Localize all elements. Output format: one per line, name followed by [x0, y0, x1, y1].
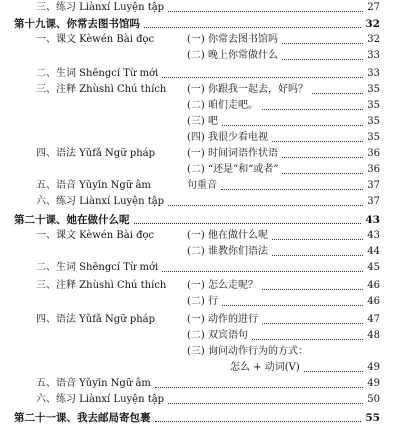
- page-number: 44: [367, 246, 380, 257]
- toc-row[interactable]: [14, 0, 380, 16]
- section-label: 五、语音 Yǔyīn Ngữ âm: [36, 180, 151, 191]
- dot-leader: [312, 93, 363, 94]
- toc-row[interactable]: [14, 98, 380, 114]
- dot-leader: [144, 27, 361, 28]
- page-number: 50: [367, 394, 380, 405]
- toc-row[interactable]: [14, 48, 380, 64]
- dot-leader: [272, 239, 363, 240]
- toc-row[interactable]: [14, 32, 380, 48]
- toc-row[interactable]: [14, 344, 380, 360]
- dot-leader: [162, 271, 363, 272]
- lesson-title: 第二十一课、我去邮局寄包裹: [14, 412, 151, 424]
- toc-lesson-row[interactable]: [14, 212, 380, 228]
- toc-row[interactable]: [14, 294, 380, 310]
- toc-row[interactable]: [14, 162, 380, 178]
- toc-row[interactable]: [14, 244, 380, 260]
- page-number: 43: [367, 230, 380, 241]
- dot-leader: [168, 205, 363, 206]
- entry-label: (二) 谁教你们语法: [187, 246, 268, 257]
- dot-leader: [282, 43, 363, 44]
- section-label: 六、练习 Liànxí Luyện tập: [36, 394, 165, 405]
- page-number: 46: [367, 280, 380, 291]
- toc-row[interactable]: [14, 66, 380, 82]
- page-number: 47: [367, 314, 380, 325]
- toc-row[interactable]: [14, 392, 380, 408]
- page-number: 45: [367, 262, 380, 273]
- page-number: 35: [367, 132, 380, 143]
- section-label: 三、注释 Zhùshì Chú thích: [36, 84, 167, 95]
- lesson-title: 第十九课、你常去图书馆吗: [14, 18, 140, 30]
- page-number: 55: [365, 412, 380, 424]
- section-label: 四、语法 Yǔfǎ Ngữ pháp: [36, 148, 156, 159]
- entry-label: 句重音: [187, 180, 217, 191]
- page-number: 49: [367, 378, 380, 389]
- toc-lesson-row[interactable]: [14, 410, 380, 426]
- section-label: 六、练习 Liànxí Luyện tập: [36, 196, 165, 207]
- section-label: 一、课文 Kèwén Bài đọc: [36, 230, 155, 241]
- toc-row[interactable]: [14, 114, 380, 130]
- section-label: 三、练习 Liànxí Luyện tập: [36, 2, 165, 13]
- entry-label: (三) 吧: [187, 116, 218, 127]
- dot-leader: [252, 339, 363, 340]
- toc-row[interactable]: [14, 228, 380, 244]
- dot-leader: [282, 157, 363, 158]
- dot-leader: [262, 289, 363, 290]
- page-number: 37: [367, 196, 380, 207]
- dot-leader: [304, 371, 364, 372]
- toc-row[interactable]: [14, 146, 380, 162]
- page-number: 37: [367, 180, 380, 191]
- page-number: 48: [367, 330, 380, 341]
- toc-row[interactable]: [14, 178, 380, 194]
- entry-label: (二) 行: [187, 296, 218, 307]
- dot-leader: [162, 77, 363, 78]
- page-number: 33: [367, 68, 380, 79]
- page-number: 46: [367, 296, 380, 307]
- entry-label: (二) 晚上你常做什么: [187, 50, 278, 61]
- dot-leader: [272, 141, 363, 142]
- entry-label: (一) 时间词语作状语: [187, 148, 278, 159]
- page-number: 36: [367, 164, 380, 175]
- entry-label: (一) 你常去图书馆吗: [187, 34, 278, 45]
- entry-label: (一) 动作的进行: [187, 314, 258, 325]
- page-number: 32: [367, 34, 380, 45]
- section-label: 二、生词 Shēngcí Từ mới: [36, 262, 159, 273]
- toc-row[interactable]: [14, 312, 380, 328]
- dot-leader: [168, 11, 363, 12]
- section-label: 三、注释 Zhùshì Chú thích: [36, 280, 167, 291]
- page-number: 43: [365, 214, 380, 226]
- page-number: 49: [367, 362, 380, 373]
- entry-label: (一) 你跟我一起去，好吗？: [187, 84, 308, 95]
- page-number: 36: [367, 148, 380, 159]
- toc-row[interactable]: [14, 194, 380, 210]
- dot-leader: [282, 59, 363, 60]
- section-label: 四、语法 Yǔfǎ Ngữ pháp: [36, 314, 156, 325]
- dot-leader: [222, 305, 363, 306]
- lesson-title: 第二十课、她在做什么呢: [14, 214, 130, 226]
- toc-row[interactable]: [14, 328, 380, 344]
- entry-label: (四) 我很少看电视: [187, 132, 268, 143]
- dot-leader: [155, 387, 363, 388]
- toc-row[interactable]: [14, 278, 380, 294]
- dot-leader: [155, 421, 362, 422]
- toc-row[interactable]: [14, 82, 380, 98]
- dot-leader: [221, 189, 363, 190]
- page-number: 27: [367, 2, 380, 13]
- toc-lesson-row[interactable]: [14, 16, 380, 32]
- entry-label: (一) 怎么走呢？: [187, 280, 258, 291]
- entry-label: 怎么 + 动词(V): [230, 362, 300, 373]
- entry-label: (二) 双宾语句: [187, 330, 248, 341]
- section-label: 二、生词 Shēngcí Từ mới: [36, 68, 159, 79]
- dot-leader: [168, 403, 363, 404]
- toc-row[interactable]: [14, 260, 380, 276]
- section-label: 五、语音 Yǔyīn Ngữ âm: [36, 378, 151, 389]
- dot-leader: [134, 223, 362, 224]
- page-number: 35: [367, 100, 380, 111]
- entry-label: (三) 询问动作行为的方式：: [187, 346, 308, 357]
- page-number: 35: [367, 116, 380, 127]
- dot-leader: [272, 255, 363, 256]
- dot-leader: [222, 125, 363, 126]
- page-number: 35: [367, 84, 380, 95]
- toc-row[interactable]: [14, 376, 380, 392]
- dot-leader: [262, 109, 363, 110]
- entry-label: (二) “还是”和“或者”: [187, 164, 279, 175]
- section-label: 一、课文 Kèwén Bài đọc: [36, 34, 155, 45]
- page-number: 33: [367, 50, 380, 61]
- dot-leader: [262, 323, 363, 324]
- page-number: 32: [365, 18, 380, 30]
- toc-row[interactable]: [14, 130, 380, 146]
- entry-label: (二) 咱们走吧。: [187, 100, 258, 111]
- dot-leader: [282, 173, 363, 174]
- toc-row[interactable]: [14, 360, 380, 376]
- entry-label: (一) 他在做什么呢: [187, 230, 268, 241]
